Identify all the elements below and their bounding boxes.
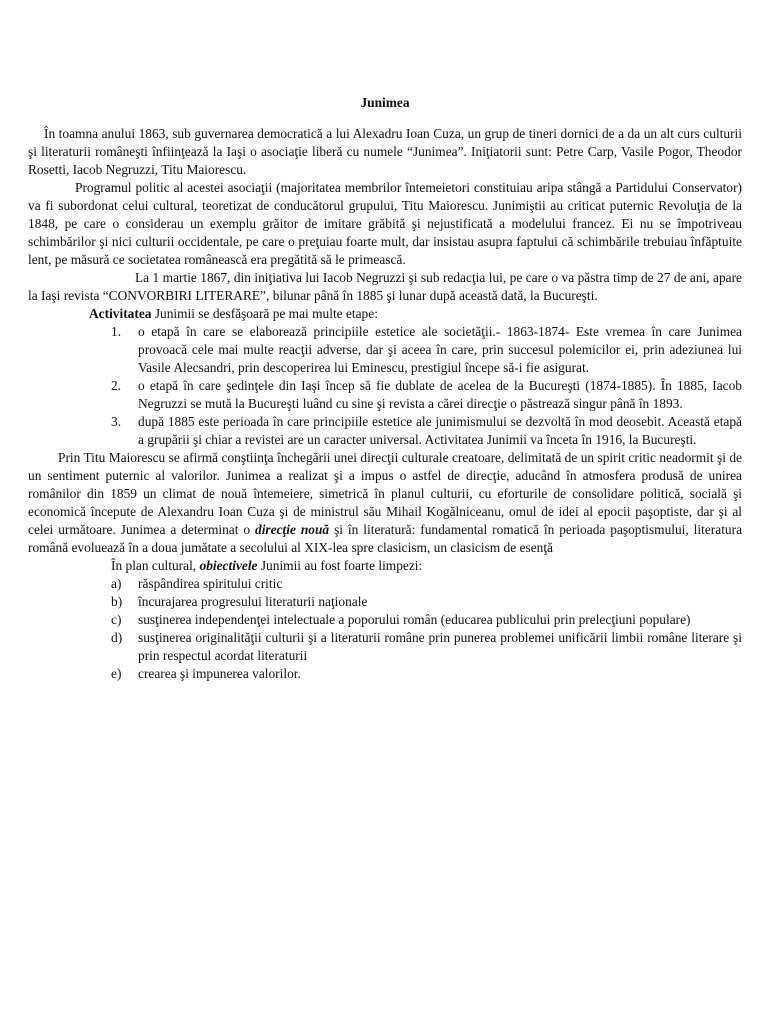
list-item xyxy=(28,575,742,593)
list-item-text: crearea şi impunerea valorilor. xyxy=(138,666,301,681)
list-item xyxy=(28,413,742,449)
list-item xyxy=(28,377,742,413)
document-title: Junimea xyxy=(360,95,410,110)
list-item xyxy=(28,611,742,629)
maiorescu-paragraph xyxy=(28,449,742,557)
list-item-number: 1. xyxy=(111,324,122,339)
list-item xyxy=(28,629,742,665)
maiorescu-emphasis: direcţie nouă xyxy=(255,522,330,537)
list-item-letter: c) xyxy=(111,612,122,627)
list-item-text: susţinerea originalităţii culturii şi a literaturii române prin punerea problemei unificării limbii române literare şi prin respectul acordat literaturii xyxy=(138,630,742,663)
list-item-text: după 1885 este perioada în care principiile estetice ale junimismului se dezvoltă în mod deosebit. Această etapă a grupării şi chiar a revistei are un caracter universal. Activitatea Junimii va înceta în 1916, la Bucureşti. xyxy=(138,414,742,447)
list-item-text: răspândirea spiritului critic xyxy=(138,576,283,591)
stages-list xyxy=(28,323,742,449)
list-item-text: încurajarea progresului literaturii naţionale xyxy=(138,594,368,609)
list-item-letter: e) xyxy=(111,666,122,681)
program-paragraph: Programul politic al acestei asociaţii (majoritatea membrilor întemeietori constituiau aripa stângă a Partidului Conservator) va fi subordonat celui cultural, teoretizat de conducătorul grupului, Titu Maiorescu. Junimiştii au criticat puternic Revoluţia de la 1848, pe care o considerau un exemplu grăitor de imitare grăbită şi nejustificată a modelului francez. Ei nu se împotriveau schimbărilor şi nici culturii occidentale, pe care o preţuiau foarte mult, dar insistau asupra faptului că schimbările trebuiau înfăptuite lent, pe măsură ce societatea românească era pregătită să le primească. xyxy=(28,180,742,267)
activity-paragraph xyxy=(28,305,742,323)
list-item-number: 3. xyxy=(111,414,122,429)
objectives-intro xyxy=(111,557,742,575)
maiorescu-text-before: Prin Titu Maiorescu se afirmă conştiinţa închegării unei direcţii culturale creatoare, delimitată de un spirit critic neadormit şi de un sentiment puternic al valorilor. Junimea a realizat şi a impus o astfel de direcţie, aducând în atmosfera produsă de unirea românilor din 1859 un climat de nouă întemeiere, simetrică în planul culturii, cu eforturile de consolidare politică, socială şi economică începute de Alexandru Ioan Cuza şi de ministrul său Mihail Kogălniceanu, omul de idei al epocii paşoptiste, dar şi al celei următoare. Junimea a determinat o xyxy=(28,450,742,537)
convorbiri-paragraph: La 1 martie 1867, din iniţiativa lui Iacob Negruzzi şi sub redacţia lui, pe care o va păstra timp de 27 de ani, apare la Iaşi revista “CONVORBIRI LITERARE”, bilunar până în 1885 şi lunar după această dată, la Bucureşti. xyxy=(28,270,742,303)
objectives-text-before: În plan cultural, xyxy=(111,558,200,573)
list-item-number: 2. xyxy=(111,378,122,393)
document-page xyxy=(28,88,742,683)
activity-text: Junimii se desfăşoară pe mai multe etape: xyxy=(151,306,378,321)
list-item xyxy=(28,665,742,683)
list-item-letter: a) xyxy=(111,576,122,591)
list-item xyxy=(28,323,742,377)
intro-paragraph: În toamna anului 1863, sub guvernarea democratică a lui Alexadru Ioan Cuza, un grup de tineri dornici de a da un alt curs culturii şi literaturii româneşti înfiinţează la Iaşi o asociaţie liberă cu numele “Junimea”. Iniţiatorii sunt: Petre Carp, Vasile Pogor, Theodor Rosetti, Iacob Negruzzi, Titu Maiorescu. xyxy=(28,126,742,177)
list-item-letter: b) xyxy=(111,594,123,609)
list-item-text: o etapă în care se elaborează principiile estetice ale societăţii.- 1863-1874- Este vremea în care Junimea provoacă cele mai multe reacţii adverse, dar şi aceea în care, prin succesul polemicilor ei, prin adeziunea lui Vasile Alecsandri, prin descoperirea lui Eminescu, prestigiul începe să-i fie asigurat. xyxy=(138,324,742,375)
list-item xyxy=(28,593,742,611)
objectives-list xyxy=(28,575,742,683)
objectives-emphasis: obiectivele xyxy=(199,558,258,573)
list-item-text: o etapă în care şedinţele din Iaşi încep să fie dublate de acelea de la Bucureşti (1874-1885). În 1885, Iacob Negruzzi se mută la Bucureşti luând cu sine şi revista a cărei direcţie o păstrează singur până în 1893. xyxy=(138,378,742,411)
activity-label: Activitatea xyxy=(89,306,152,321)
list-item-text: susţinerea independenţei intelectuale a poporului român (educarea publicului prin prelecţiuni populare) xyxy=(138,612,691,627)
maiorescu-text-after: şi în literatură: fundamental romatică în perioada paşoptismului, literatura română evoluează în a doua jumătate a secolului al XIX-lea spre clasicism, un clasicism de esenţă xyxy=(28,522,743,555)
list-item-letter: d) xyxy=(111,630,123,645)
objectives-text-after: Junimii au fost foarte limpezi: xyxy=(257,558,423,573)
